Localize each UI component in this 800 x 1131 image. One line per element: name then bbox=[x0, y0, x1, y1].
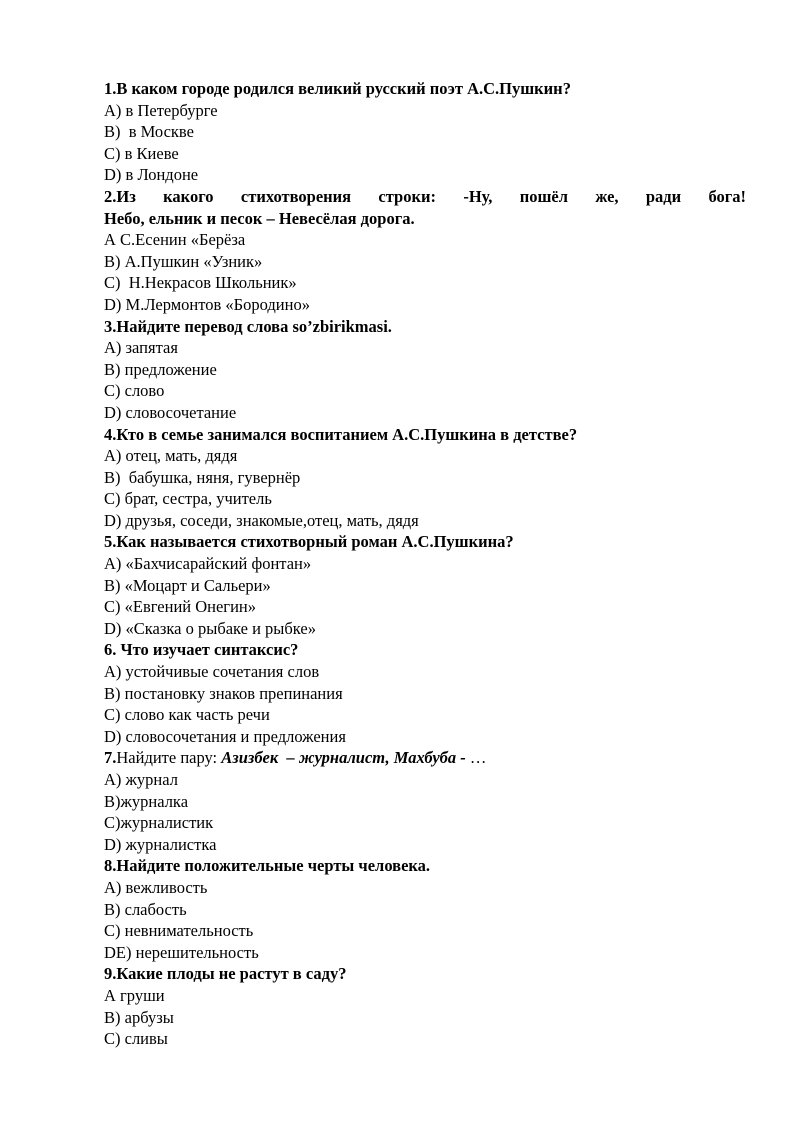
question-block bbox=[104, 186, 746, 316]
document-body bbox=[104, 78, 746, 1050]
answer-option: D) «Сказка о рыбаке и рыбке» bbox=[104, 618, 316, 638]
answer-option: В) в Москве bbox=[104, 122, 194, 142]
question-block bbox=[104, 639, 746, 747]
question-block bbox=[104, 963, 746, 1049]
question-block bbox=[104, 78, 746, 186]
answer-option: В) предложение bbox=[104, 359, 217, 379]
answer-option: С) брат, сестра, учитель bbox=[104, 489, 272, 509]
question-title-line bbox=[104, 639, 746, 661]
question-title-segment: 1.В каком городе родился великий русский поэт А.С.Пушкин? bbox=[104, 79, 571, 98]
answer-option: С) сливы bbox=[104, 1029, 168, 1049]
question-title-segment: Небо, ельник и песок – Невесёлая дорога. bbox=[104, 208, 415, 228]
question-title-line bbox=[104, 424, 746, 446]
answer-option: А С.Есенин «Берёза bbox=[104, 230, 246, 250]
answer-option: А) «Бахчисарайский фонтан» bbox=[104, 554, 312, 574]
answer-option: В) арбузы bbox=[104, 1007, 174, 1027]
question-block bbox=[104, 316, 746, 424]
answer-option: А) в Петербурге bbox=[104, 100, 218, 120]
answer-option: В) «Моцарт и Сальери» bbox=[104, 575, 271, 595]
answer-option: В) бабушка, няня, гувернёр bbox=[104, 467, 301, 487]
answer-option: D) словосочетание bbox=[104, 402, 237, 422]
answer-option: В)журналка bbox=[104, 791, 189, 811]
answer-option: В) слабость bbox=[104, 899, 187, 919]
answer-option: А) журнал bbox=[104, 770, 178, 789]
answer-option: С) невнимательность bbox=[104, 921, 254, 941]
answer-option: А) запятая bbox=[104, 338, 178, 358]
question-title-line bbox=[104, 531, 746, 553]
question-title-segment: … bbox=[469, 748, 487, 768]
answer-option: С) Н.Некрасов Школьник» bbox=[104, 273, 297, 293]
question-title-segment: 8.Найдите положительные черты человека. bbox=[104, 856, 431, 876]
answer-option: В) постановку знаков препинания bbox=[104, 683, 343, 703]
answer-option: В) А.Пушкин «Узник» bbox=[104, 251, 263, 271]
answer-option: D) друзья, соседи, знакомые,отец, мать, дядя bbox=[104, 510, 419, 530]
question-title-segment: 3.Найдите перевод слова so’zbirikmasi. bbox=[104, 316, 392, 336]
question-title-line bbox=[104, 747, 746, 769]
question-title-segment: 4.Кто в семье занимался воспитанием А.С.Пушкина в детстве? bbox=[104, 424, 578, 444]
question-title-segment: 7. bbox=[104, 748, 117, 768]
question-title-line bbox=[104, 208, 746, 230]
question-title-line bbox=[104, 78, 746, 100]
answer-option: С) слово как часть речи bbox=[104, 705, 270, 725]
question-title-segment: 9.Какие плоды не растут в саду? bbox=[104, 964, 347, 984]
answer-option: А) устойчивые сочетания слов bbox=[104, 662, 320, 682]
question-block bbox=[104, 531, 746, 639]
answer-option: С) слово bbox=[104, 381, 165, 401]
question-title-segment: Найдите пару: bbox=[116, 748, 222, 768]
answer-option: D) журналистка bbox=[104, 834, 217, 854]
answer-option: С) «Евгений Онегин» bbox=[104, 597, 256, 617]
answer-option: D) в Лондоне bbox=[104, 165, 199, 185]
question-block bbox=[104, 855, 746, 963]
answer-option: А) вежливость bbox=[104, 877, 208, 897]
answer-option: D) М.Лермонтов «Бородино» bbox=[104, 294, 310, 314]
answer-option: А) отец, мать, дядя bbox=[104, 446, 238, 466]
question-title-line bbox=[104, 963, 746, 985]
answer-option: DE) нерешительность bbox=[104, 942, 259, 962]
answer-option: С)журналистик bbox=[104, 813, 214, 833]
answer-option: С) в Киеве bbox=[104, 143, 179, 163]
question-title-segment: 2.Из какого стихотворения строки: -Ну, пошёл же, ради бога! bbox=[104, 186, 746, 206]
answer-option: А груши bbox=[104, 985, 165, 1005]
question-block bbox=[104, 747, 746, 855]
question-title-segment: 5.Как называется стихотворный роман А.С.Пушкина? bbox=[104, 532, 514, 552]
question-title-segment: Азизбек – журналист, Махбуба - bbox=[221, 748, 470, 768]
question-title-line bbox=[104, 855, 746, 877]
answer-option: D) словосочетания и предложения bbox=[104, 726, 346, 746]
question-block bbox=[104, 424, 746, 532]
question-title-line bbox=[104, 316, 746, 338]
question-title-segment: 6. Что изучает синтаксис? bbox=[104, 640, 299, 660]
question-title-line bbox=[104, 186, 746, 208]
